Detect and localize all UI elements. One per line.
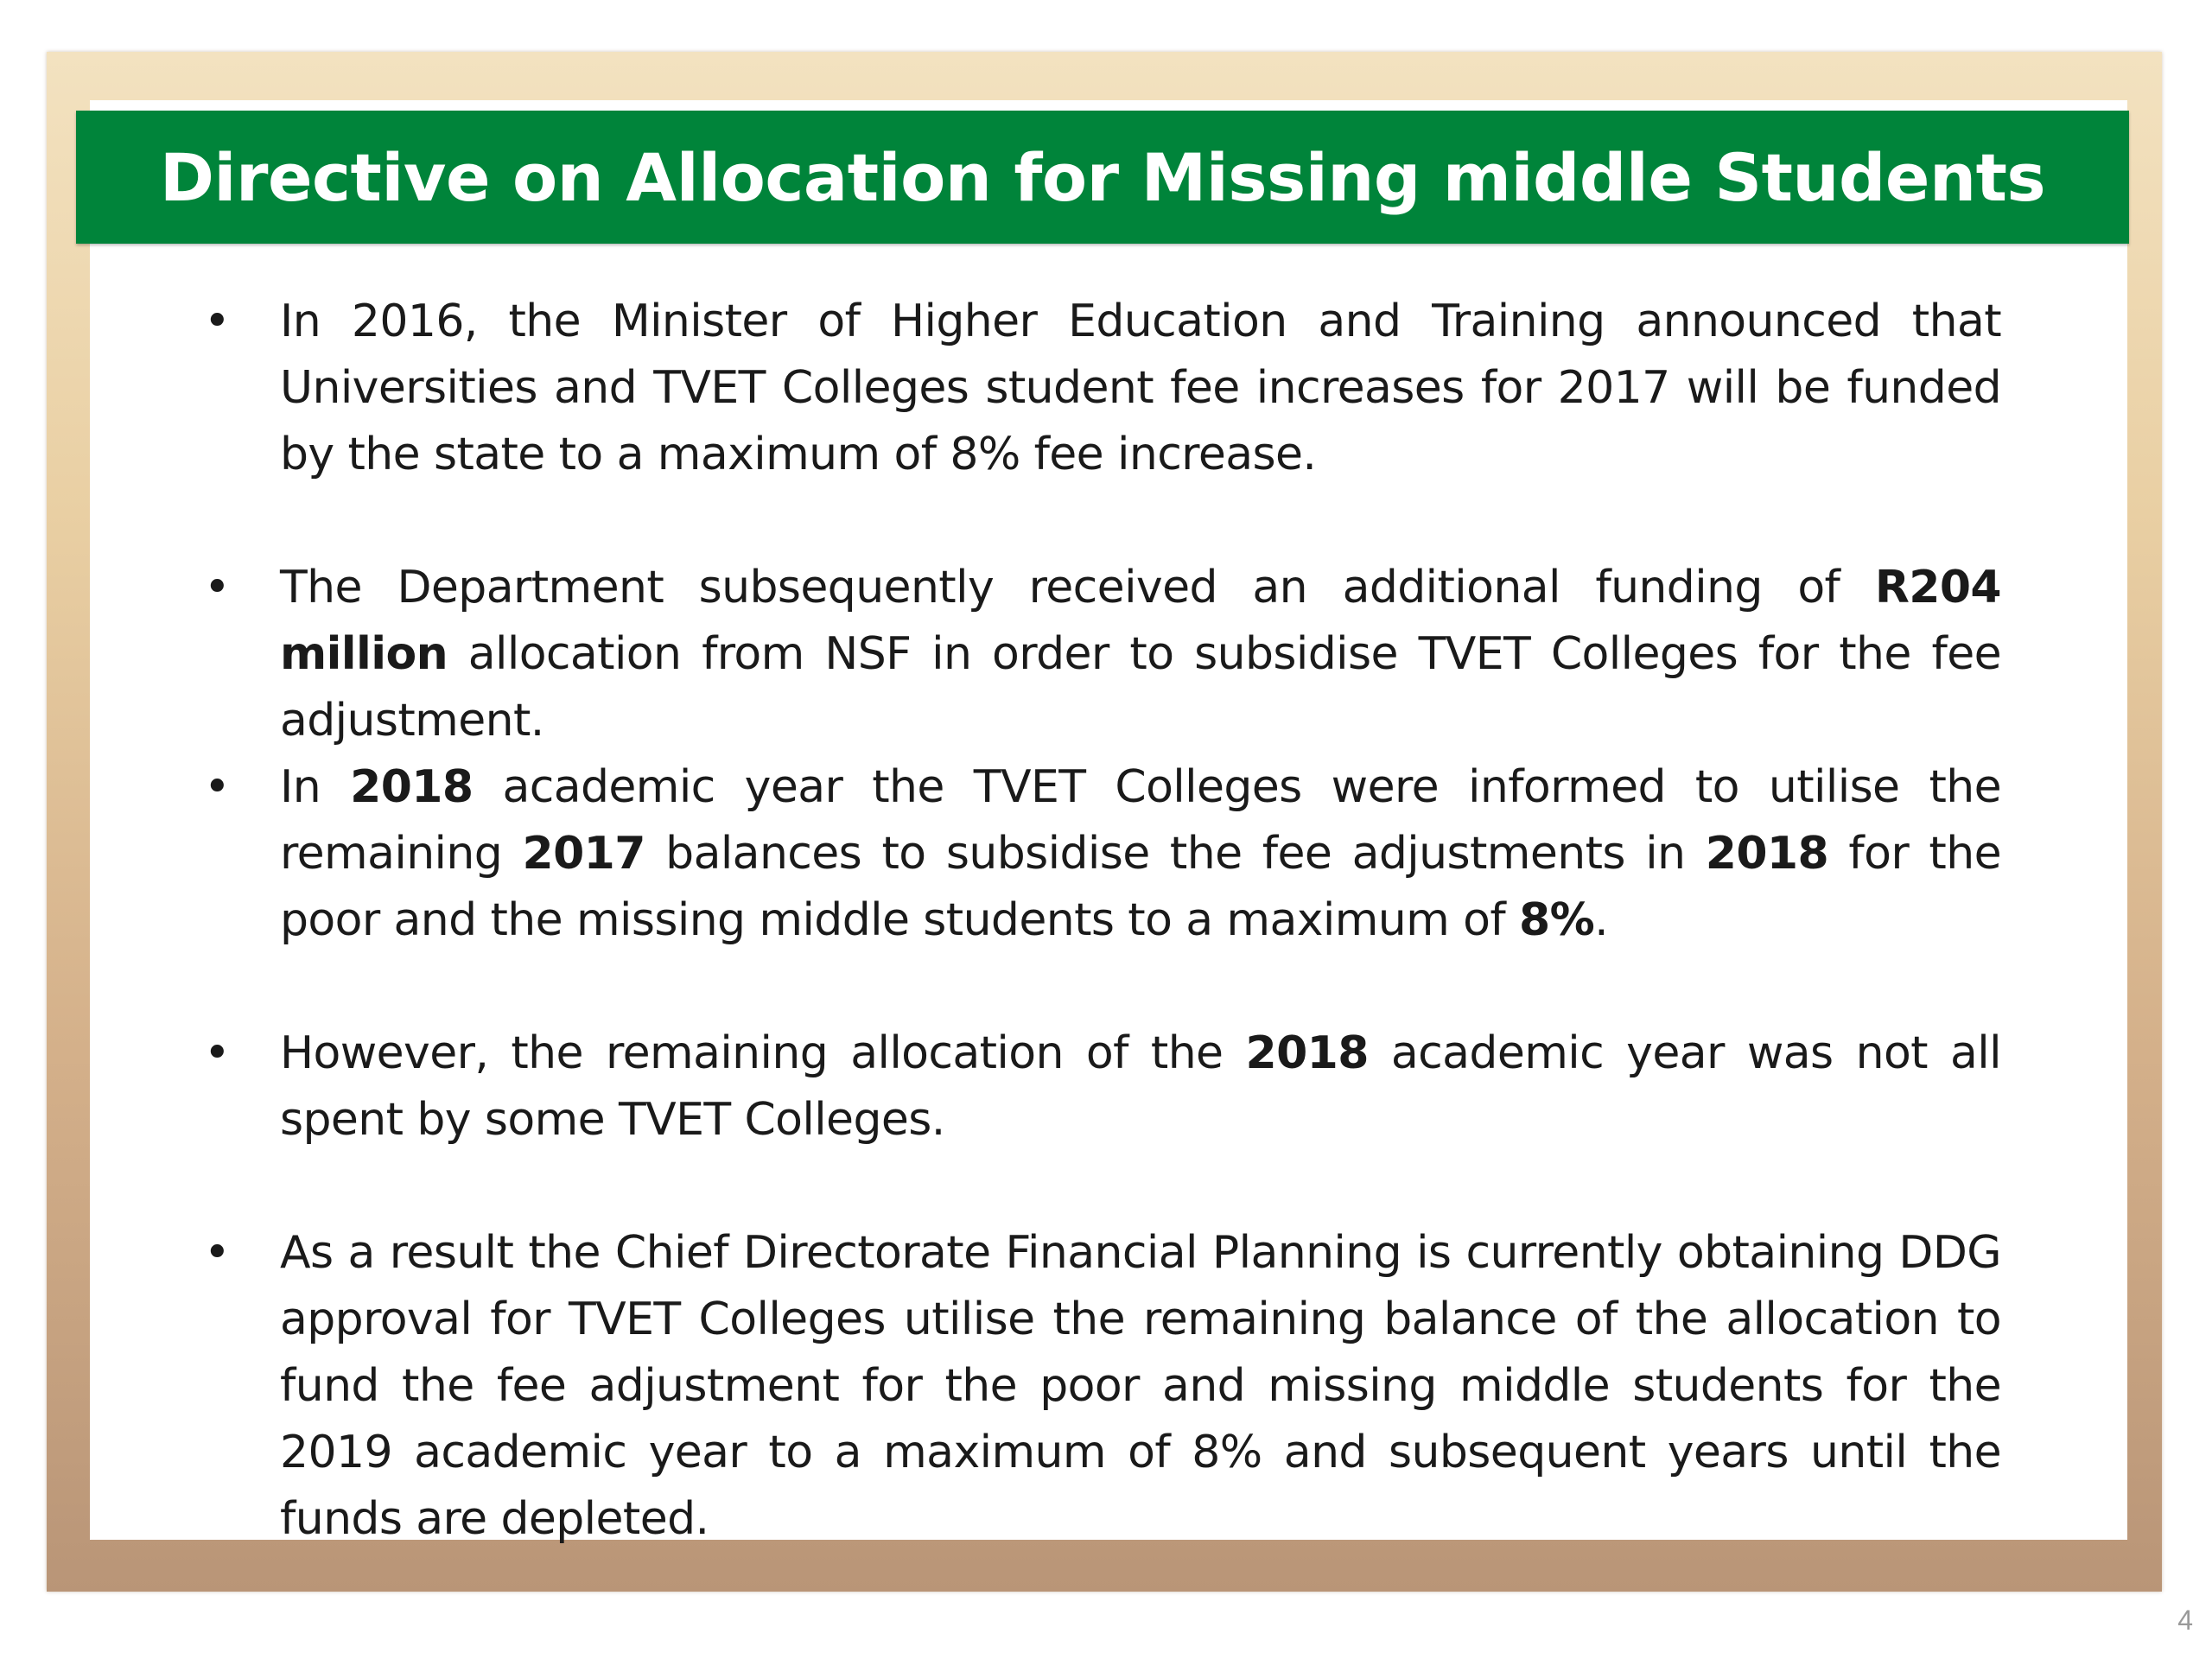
bullet-segment: . xyxy=(1594,894,1609,946)
title-bar xyxy=(76,111,2129,244)
bullet-segment: However, the remaining allocation of the xyxy=(280,1027,1246,1079)
bullet-text xyxy=(280,1220,2001,1553)
bullet-list xyxy=(204,289,2001,1553)
bullet-segment: In xyxy=(280,761,351,813)
bullet-item xyxy=(204,555,2001,754)
bullet-segment-bold: 2018 xyxy=(1705,828,1829,880)
bullet-segment: balances to subsidise the fee adjustments in xyxy=(645,828,1706,880)
bullet-segment: academic year was not all spent by some TVET Colleges. xyxy=(280,1027,2002,1146)
bullet-text xyxy=(280,289,2001,488)
bullet-segment: The Department subsequently received an additional funding of xyxy=(280,562,1875,613)
bullet-dot-icon: • xyxy=(204,562,231,613)
bullet-segment-bold: R204 million xyxy=(280,562,2001,680)
bullet-segment-bold: 2017 xyxy=(522,828,645,880)
bullet-segment: allocation from NSF in order to subsidise TVET Colleges for the fee adjustment. xyxy=(280,628,2001,747)
bullet-dot-icon: • xyxy=(204,296,231,347)
bullet-dot-icon: • xyxy=(204,1227,231,1279)
page-number: 4 xyxy=(2177,1605,2193,1636)
bullet-segment-bold: 2018 xyxy=(1245,1027,1369,1079)
bullet-item xyxy=(204,289,2001,488)
bullet-segment: In 2016, the Minister of Higher Education and Training announced that Universities and TVET Colleges student fee increases for 2017 will be funded by the state to a maximum of 8% fee increase. xyxy=(280,296,2001,480)
bullet-text xyxy=(280,555,2001,754)
bullet-segment-bold: 8% xyxy=(1519,894,1595,946)
bullet-text xyxy=(280,1020,2001,1154)
bullet-dot-icon: • xyxy=(204,761,231,813)
bullet-segment: for the poor and the missing middle students to a maximum of xyxy=(280,828,2001,946)
bullet-dot-icon: • xyxy=(204,1027,231,1079)
bullet-text xyxy=(280,754,2001,954)
bullet-segment: academic year the TVET Colleges were informed to utilise the remaining xyxy=(280,761,2001,880)
bullet-segment-bold: 2018 xyxy=(350,761,474,813)
slide-title: Directive on Allocation for Missing middle Students xyxy=(159,138,2046,216)
bullet-item xyxy=(204,1220,2001,1553)
bullet-item xyxy=(204,754,2001,954)
bullet-item xyxy=(204,1020,2001,1154)
bullet-segment: As a result the Chief Directorate Financial Planning is currently obtaining DDG approval for TVET Colleges utilise the remaining balance of the allocation to fund the fee adjustment for the poor and missing middle students for the 2019 academic year to a maximum of 8% and subsequent years until the funds are depleted. xyxy=(280,1227,2001,1545)
